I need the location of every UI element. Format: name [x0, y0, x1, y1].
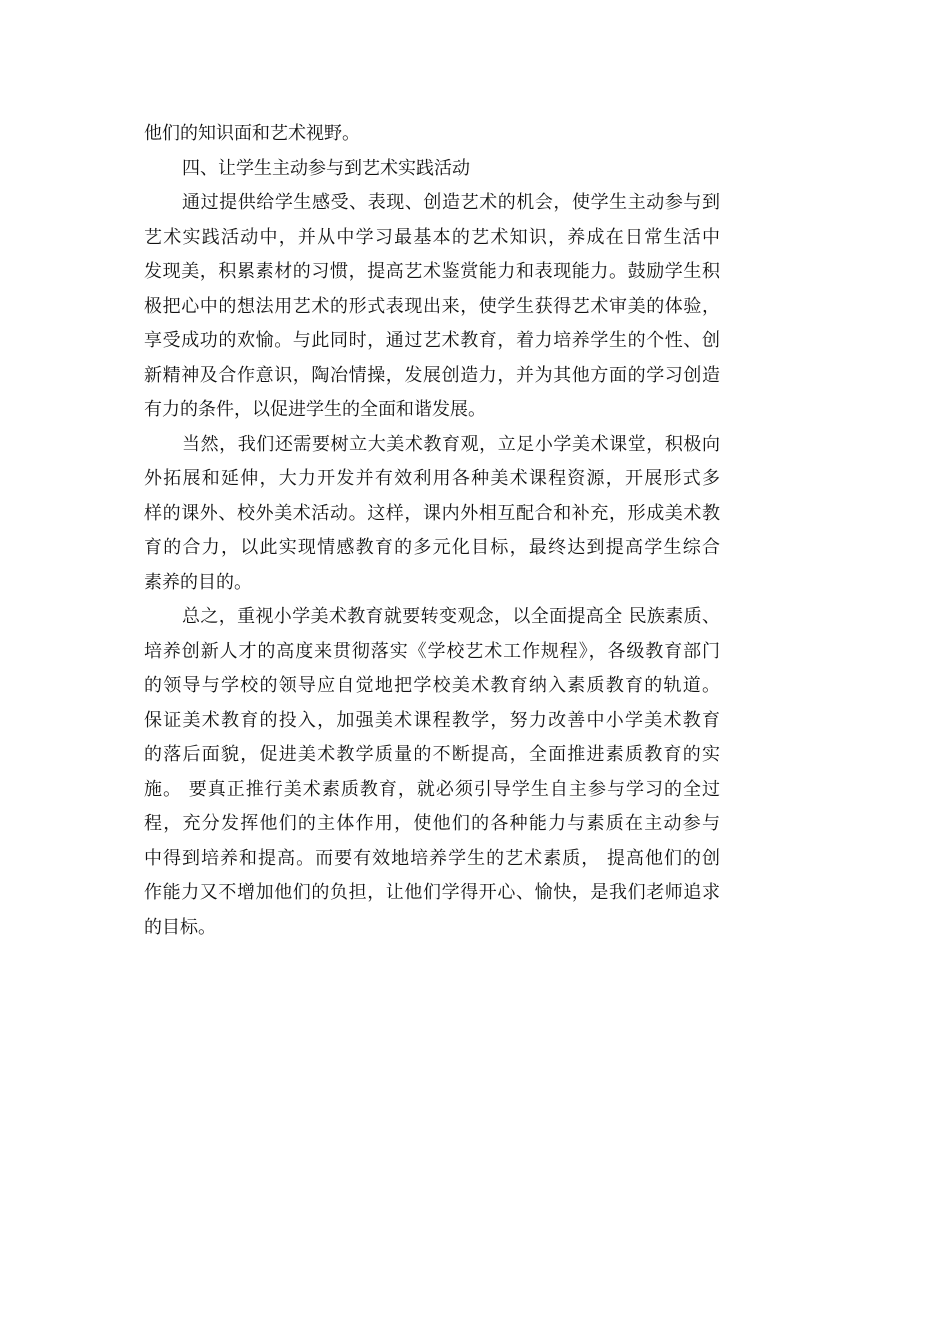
paragraph-line: 样的课外、校外美术活动。这样，课内外相互配合和补充，形成美术教: [144, 502, 720, 524]
paragraph-line: 保证美术教育的投入，加强美术课程教学，努力改善中小学美术教育: [144, 709, 720, 731]
paragraph-line: 的领导与学校的领导应自觉地把学校美术教育纳入素质教育的轨道。: [144, 675, 720, 696]
paragraph-line: 施。 要真正推行美术素质教育，就必须引导学生自主参与学习的全过: [144, 778, 720, 800]
paragraph-line: 当然，我们还需要树立大美术教育观，立足小学美术课堂，积极向: [182, 433, 720, 455]
paragraph-line: 中得到培养和提高。而要有效地培养学生的艺术素质， 提高他们的创: [144, 847, 720, 869]
paragraph-line: 通过提供给学生感受、表现、创造艺术的机会，使学生主动参与到: [182, 192, 720, 213]
paragraph-line: 育的合力，以此实现情感教育的多元化目标，最终达到提高学生综合: [144, 537, 720, 558]
paragraph-line: 极把心中的想法用艺术的形式表现出来，使学生获得艺术审美的体验，: [144, 295, 720, 317]
paragraph-line: 培养创新人才的高度来贯彻落实《学校艺术工作规程》，各级教育部门: [144, 640, 720, 662]
paragraph-line: 发现美，积累素材的习惯，提高艺术鉴赏能力和表现能力。鼓励学生积: [144, 261, 720, 282]
document-body: [144, 117, 720, 945]
text-line: 他们的知识面和艺术视野。: [144, 123, 360, 144]
paragraph-line: 外拓展和延伸，大力开发并有效利用各种美术课程资源，开展形式多: [144, 468, 720, 489]
paragraph-line: 享受成功的欢愉。与此同时，通过艺术教育，着力培养学生的个性、创: [144, 330, 720, 351]
paragraph-line: 有力的条件，以促进学生的全面和谐发展。: [144, 399, 486, 420]
paragraph-line: 素养的目的。: [144, 571, 252, 593]
paragraph-line: 艺术实践活动中，并从中学习最基本的艺术知识，养成在日常生活中: [144, 226, 720, 248]
paragraph-line: 的目标。: [144, 916, 216, 938]
paragraph-line: 的落后面貌，促进美术教学质量的不断提高，全面推进素质教育的实: [144, 744, 720, 765]
paragraph-line: 程，充分发挥他们的主体作用，使他们的各种能力与素质在主动参与: [144, 813, 720, 834]
paragraph-line: 总之，重视小学美术教育就要转变观念，以全面提高全 民族素质、: [182, 606, 720, 627]
section-heading: 四、让学生主动参与到艺术实践活动: [182, 157, 470, 179]
paragraph-line: 作能力又不增加他们的负担，让他们学得开心、愉快，是我们老师追求: [144, 882, 720, 903]
paragraph-line: 新精神及合作意识，陶冶情操，发展创造力，并为其他方面的学习创造: [144, 364, 720, 386]
